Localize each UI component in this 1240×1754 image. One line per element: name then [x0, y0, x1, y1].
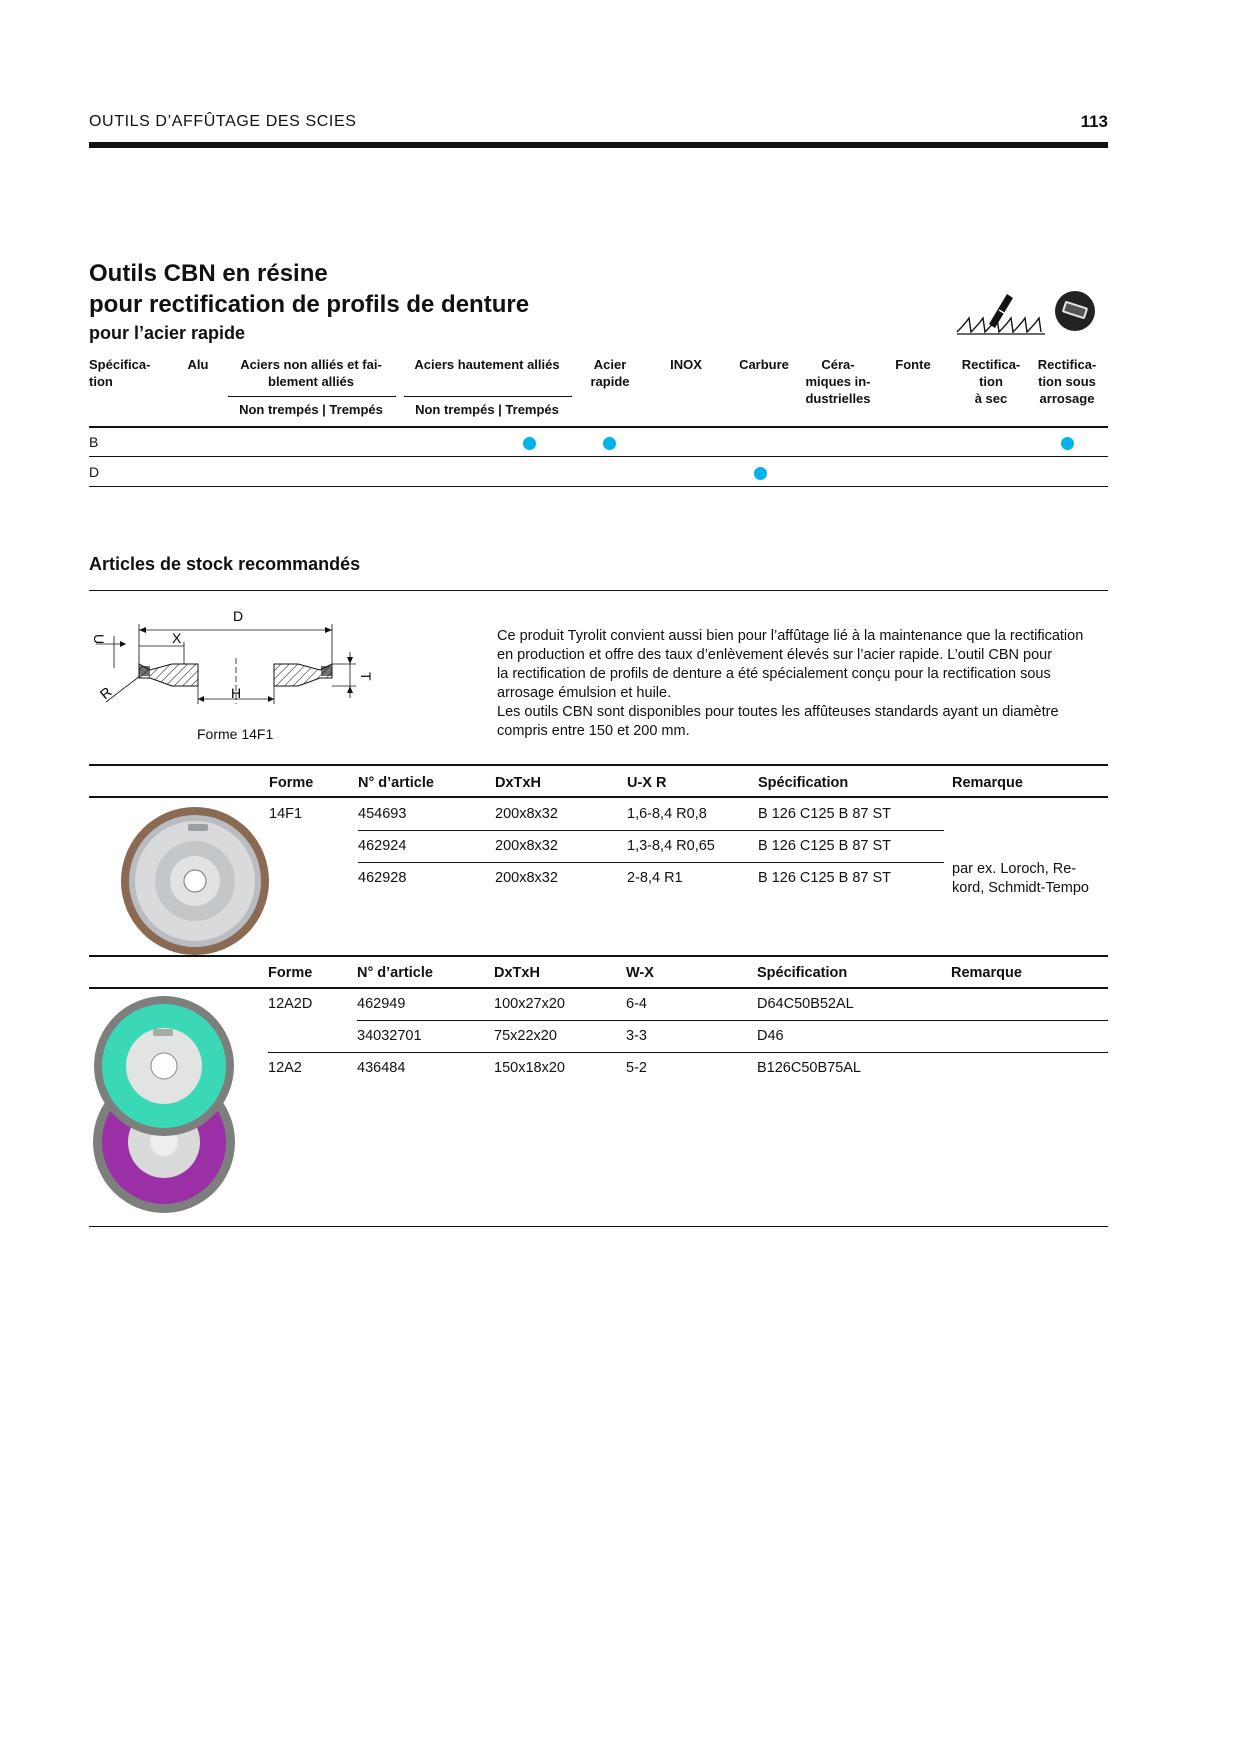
t1-specification: B 126 C125 B 87 ST: [758, 806, 891, 822]
t2-article: 462949: [357, 996, 406, 1012]
t1-header-remarque: Remarque: [952, 775, 1023, 791]
col-fonte: Fonte: [895, 357, 931, 372]
table2-row-rule: [268, 1052, 1108, 1053]
t2-header-forme: Forme: [268, 965, 313, 981]
diagram-caption: Forme 14F1: [197, 726, 274, 742]
col-inox: INOX: [670, 357, 702, 372]
dim-label-d: D: [233, 608, 244, 624]
t2-article: 34032701: [357, 1028, 422, 1044]
grinding-wheel-icon: [1054, 290, 1096, 332]
t1-header-specification: Spécification: [758, 775, 849, 791]
dim-label-x: X: [172, 630, 182, 646]
table1-row-rule: [358, 830, 944, 831]
cbn-wheels-12a2-image: [89, 996, 239, 1216]
t2-specification: D64C50B52AL: [757, 996, 854, 1012]
t2-forme: 12A2D: [268, 996, 313, 1012]
col-rect-sec-line3: à sec: [974, 391, 1008, 406]
t1-specification: B 126 C125 B 87 ST: [758, 838, 891, 854]
col-rect-arrosage-line3: arrosage: [1039, 391, 1095, 406]
col-alu: Alu: [187, 357, 209, 372]
t1-remark: [952, 860, 1089, 898]
suitability-dot: [754, 467, 767, 480]
page-number: 113: [1080, 112, 1108, 131]
t2-dimensions: 75x22x20: [494, 1028, 557, 1044]
section-title: Articles de stock recommandés: [89, 554, 361, 574]
t1-header-article: N° d’article: [358, 775, 434, 791]
t1-header-ux-r: U-X R: [627, 775, 667, 791]
matrix-row-rule: [89, 486, 1108, 487]
t1-ux-r: 1,6-8,4 R0,8: [627, 806, 707, 822]
t1-article: 454693: [358, 806, 407, 822]
col-acier-rapide-line1: Acier: [593, 357, 627, 372]
col-non-allies-line1: Aciers non alliés et fai-: [240, 357, 382, 372]
description-line: Les outils CBN sont disponibles pour toutes les affûteuses standards ayant un diamètre: [497, 704, 1059, 720]
col-ceramiques-line1: Céra-: [821, 357, 855, 372]
table2-bottom-rule: [89, 1226, 1108, 1227]
suitability-dot: [523, 437, 536, 450]
t2-specification: D46: [757, 1028, 784, 1044]
col-rect-arrosage-line2: tion sous: [1038, 374, 1096, 389]
cbn-wheel-14f1-image: [120, 806, 270, 956]
saw-teeth-grinding-icon: [955, 288, 1047, 338]
t2-dimensions: 100x27x20: [494, 996, 565, 1012]
running-title: OUTILS D’AFFÛTAGE DES SCIES: [89, 113, 357, 130]
table2-top-rule: [89, 955, 1108, 957]
dim-label-t: T: [358, 672, 374, 681]
suitability-dot: [1061, 437, 1074, 450]
col-carbure: Carbure: [739, 357, 789, 372]
col-non-allies-sub: Non trempés | Trempés: [239, 402, 383, 417]
col-rect-arrosage-line1: Rectifica-: [1037, 357, 1097, 372]
matrix-row-label: B: [89, 434, 99, 450]
page-title-line1: Outils CBN en résine: [89, 260, 328, 287]
table2-header-rule: [89, 987, 1108, 989]
description-line: la rectification de profils de denture a été spécialement conçu pour la rectification sous: [497, 666, 1051, 682]
t2-article: 436484: [357, 1060, 406, 1076]
t1-ux-r: 2-8,4 R1: [627, 870, 683, 886]
col-ceramiques-line2: miques in-: [805, 374, 871, 389]
col-rect-sec-line2: tion: [979, 374, 1003, 389]
dim-label-u: U: [91, 634, 107, 645]
matrix-row-label: D: [89, 464, 100, 480]
description-line: compris entre 150 et 200 mm.: [497, 723, 690, 739]
col-hautement: Aciers hautement alliés: [414, 357, 560, 372]
t2-header-w-x: W-X: [626, 965, 654, 981]
t1-ux-r: 1,3-8,4 R0,65: [627, 838, 715, 854]
t2-w-x: 6-4: [626, 996, 647, 1012]
profile-diagram: [86, 604, 386, 712]
section-rule: [89, 590, 1108, 591]
subheader-rule: [228, 396, 396, 397]
t2-w-x: 3-3: [626, 1028, 647, 1044]
t2-header-specification: Spécification: [757, 965, 848, 981]
matrix-header-rule: [89, 426, 1108, 428]
table1-row-rule: [358, 862, 944, 863]
t1-header-forme: Forme: [269, 775, 314, 791]
col-rect-sec-line1: Rectifica-: [961, 357, 1021, 372]
description-line: arrosage émulsion et huile.: [497, 685, 672, 701]
table2-row-rule: [357, 1020, 1108, 1021]
t1-dimensions: 200x8x32: [495, 838, 558, 854]
t2-forme: 12A2: [268, 1060, 302, 1076]
matrix-row-rule: [89, 456, 1108, 457]
t1-dimensions: 200x8x32: [495, 806, 558, 822]
dim-label-r: R: [96, 683, 115, 703]
subheader-rule: [404, 396, 572, 397]
page-title-line2: pour rectification de profils de denture: [89, 291, 530, 318]
header-rule: [89, 142, 1108, 148]
t2-w-x: 5-2: [626, 1060, 647, 1076]
t2-header-remarque: Remarque: [951, 965, 1022, 981]
col-acier-rapide-line2: rapide: [590, 374, 630, 389]
t1-remark-line: par ex. Loroch, Re-: [952, 861, 1077, 877]
table1-top-rule: [89, 764, 1108, 766]
col-hautement-sub: Non trempés | Trempés: [415, 402, 559, 417]
t1-dimensions: 200x8x32: [495, 870, 558, 886]
t1-header-dimensions: DxTxH: [495, 775, 541, 791]
description-line: en production et offre des taux d’enlèvement élevés sur l’acier rapide. L’outil CBN pour: [497, 647, 1053, 663]
description-line: Ce produit Tyrolit convient aussi bien pour l’affûtage lié à la maintenance que la rectification: [497, 628, 1084, 644]
t1-article: 462924: [358, 838, 407, 854]
col-non-allies-line2: blement alliés: [268, 374, 354, 389]
page-subtitle: pour l’acier rapide: [89, 323, 246, 343]
t1-article: 462928: [358, 870, 407, 886]
col-spec-line2: tion: [89, 374, 113, 389]
product-description: [497, 627, 1112, 741]
t1-forme: 14F1: [269, 806, 303, 822]
dim-label-h: H: [231, 685, 242, 701]
t2-header-dimensions: DxTxH: [494, 965, 540, 981]
col-spec-line1: Spécifica-: [89, 357, 151, 372]
t2-dimensions: 150x18x20: [494, 1060, 565, 1076]
t2-header-article: N° d’article: [357, 965, 433, 981]
table1-header-rule: [89, 796, 1108, 798]
col-ceramiques-line3: dustrielles: [805, 391, 871, 406]
t1-remark-line: kord, Schmidt-Tempo: [952, 880, 1089, 896]
t1-specification: B 126 C125 B 87 ST: [758, 870, 891, 886]
suitability-dot: [603, 437, 616, 450]
t2-specification: B126C50B75AL: [757, 1060, 861, 1076]
